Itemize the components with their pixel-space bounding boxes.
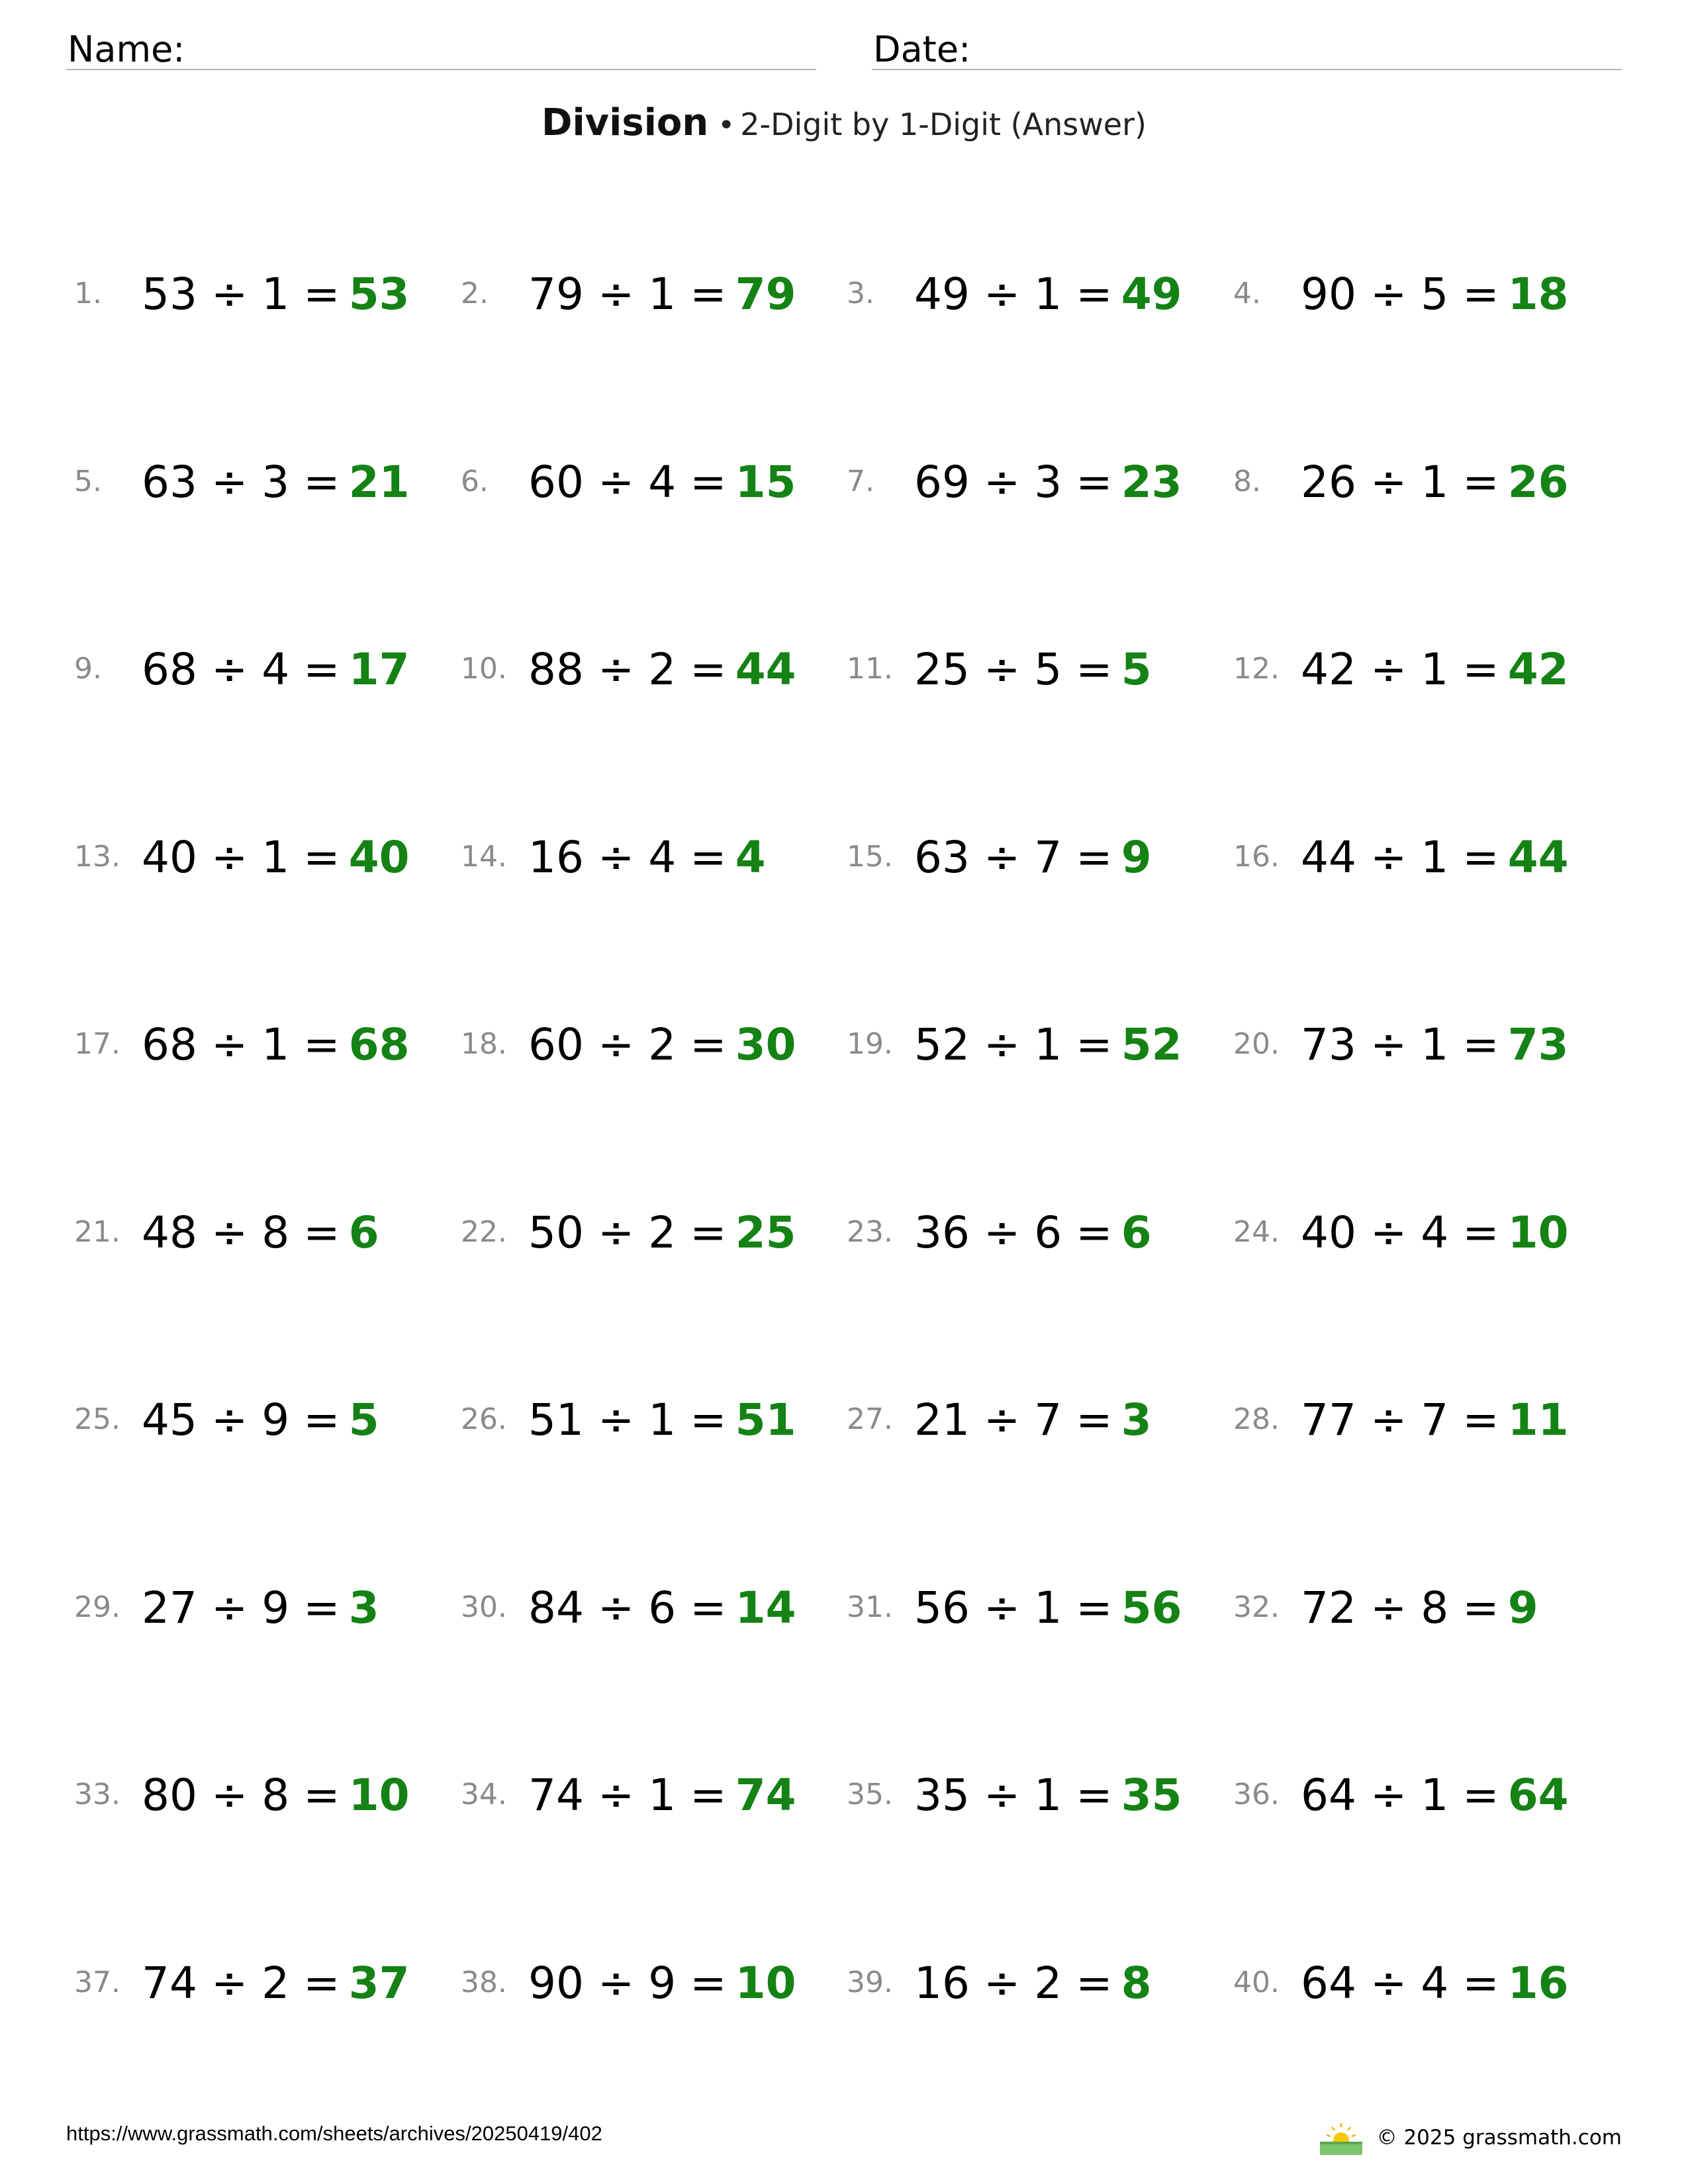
equals-symbol: = bbox=[690, 456, 727, 508]
equals-symbol: = bbox=[1076, 1206, 1113, 1258]
dividend: 73 bbox=[1301, 1019, 1356, 1070]
answer: 9 bbox=[1507, 1582, 1538, 1633]
divisor: 2 bbox=[648, 644, 677, 695]
dividend: 51 bbox=[528, 1394, 584, 1445]
equals-symbol: = bbox=[690, 644, 727, 695]
divide-symbol: ÷ bbox=[983, 1770, 1021, 1821]
divide-symbol: ÷ bbox=[211, 456, 248, 508]
divisor: 2 bbox=[648, 1206, 677, 1258]
dividend: 77 bbox=[1301, 1394, 1356, 1445]
problem-expression bbox=[528, 1206, 796, 1258]
answer: 30 bbox=[735, 1019, 796, 1070]
divisor: 4 bbox=[648, 456, 677, 508]
problem-expression bbox=[1301, 1582, 1538, 1633]
problem-number: 3. bbox=[847, 277, 874, 310]
dividend: 53 bbox=[142, 269, 197, 320]
problem-number: 7. bbox=[847, 464, 874, 498]
answer: 6 bbox=[1121, 1206, 1152, 1258]
divide-symbol: ÷ bbox=[1370, 456, 1407, 508]
problem-expression bbox=[142, 1957, 410, 2009]
problem-expression bbox=[1301, 1019, 1569, 1070]
equals-symbol: = bbox=[690, 269, 727, 320]
answer: 35 bbox=[1121, 1770, 1182, 1821]
problem-number: 6. bbox=[461, 464, 489, 498]
problem-number: 22. bbox=[461, 1214, 507, 1249]
divisor: 5 bbox=[1421, 269, 1449, 320]
answer: 56 bbox=[1121, 1582, 1182, 1633]
equals-symbol: = bbox=[1462, 831, 1499, 883]
divide-symbol: ÷ bbox=[983, 1582, 1021, 1633]
divide-symbol: ÷ bbox=[597, 1206, 635, 1258]
answer: 73 bbox=[1507, 1019, 1569, 1070]
problem-number: 39. bbox=[847, 1965, 893, 1999]
equals-symbol: = bbox=[303, 1770, 340, 1821]
divisor: 2 bbox=[261, 1957, 290, 2009]
divisor: 1 bbox=[648, 1770, 677, 1821]
dividend: 64 bbox=[1301, 1770, 1356, 1821]
problem-number: 4. bbox=[1233, 277, 1261, 310]
divisor: 4 bbox=[261, 644, 290, 695]
divide-symbol: ÷ bbox=[1370, 1957, 1407, 2009]
divide-symbol: ÷ bbox=[1370, 1206, 1407, 1258]
answer: 21 bbox=[348, 456, 410, 508]
equals-symbol: = bbox=[1076, 456, 1113, 508]
divisor: 9 bbox=[261, 1394, 290, 1445]
divisor: 1 bbox=[1421, 1019, 1449, 1070]
divisor: 2 bbox=[1034, 1957, 1062, 2009]
title-subtitle: 2-Digit by 1-Digit (Answer) bbox=[740, 107, 1147, 142]
answer: 10 bbox=[348, 1770, 410, 1821]
divide-symbol: ÷ bbox=[1370, 831, 1407, 883]
answer: 4 bbox=[735, 831, 766, 883]
problem-expression bbox=[142, 1019, 410, 1070]
divide-symbol: ÷ bbox=[211, 269, 248, 320]
problem-number: 29. bbox=[74, 1590, 120, 1624]
divide-symbol: ÷ bbox=[211, 1582, 248, 1633]
divide-symbol: ÷ bbox=[211, 1394, 248, 1445]
equals-symbol: = bbox=[1462, 644, 1499, 695]
equals-symbol: = bbox=[303, 1394, 340, 1445]
dividend: 68 bbox=[142, 1019, 197, 1070]
dividend: 90 bbox=[528, 1957, 584, 2009]
equals-symbol: = bbox=[690, 1206, 727, 1258]
answer: 6 bbox=[348, 1206, 379, 1258]
equals-symbol: = bbox=[1462, 1394, 1499, 1445]
equals-symbol: = bbox=[690, 1957, 727, 2009]
answer: 68 bbox=[348, 1019, 410, 1070]
equals-symbol: = bbox=[1076, 269, 1113, 320]
divisor: 9 bbox=[261, 1582, 290, 1633]
problem-expression bbox=[1301, 269, 1569, 320]
problem-number: 21. bbox=[74, 1214, 120, 1249]
problem-expression bbox=[914, 1394, 1152, 1445]
problem-number: 24. bbox=[1233, 1214, 1280, 1249]
date-label: Date: bbox=[873, 28, 971, 70]
answer: 3 bbox=[1121, 1394, 1152, 1445]
divisor: 5 bbox=[1034, 644, 1062, 695]
dividend: 16 bbox=[914, 1957, 970, 2009]
divide-symbol: ÷ bbox=[597, 456, 635, 508]
equals-symbol: = bbox=[1462, 1770, 1499, 1821]
answer: 10 bbox=[735, 1957, 796, 2009]
problem-expression bbox=[142, 644, 410, 695]
dividend: 88 bbox=[528, 644, 584, 695]
divisor: 7 bbox=[1034, 831, 1062, 883]
divide-symbol: ÷ bbox=[1370, 644, 1407, 695]
divisor: 1 bbox=[648, 269, 677, 320]
equals-symbol: = bbox=[690, 1394, 727, 1445]
problem-number: 5. bbox=[74, 464, 102, 498]
problem-number: 2. bbox=[461, 277, 489, 310]
dividend: 48 bbox=[142, 1206, 197, 1258]
problem-number: 13. bbox=[74, 839, 120, 874]
problem-expression bbox=[142, 1206, 379, 1258]
answer: 26 bbox=[1507, 456, 1569, 508]
problem-expression bbox=[142, 1582, 379, 1633]
dividend: 52 bbox=[914, 1019, 970, 1070]
divisor: 4 bbox=[648, 831, 677, 883]
answer: 25 bbox=[735, 1206, 796, 1258]
dividend: 68 bbox=[142, 644, 197, 695]
equals-symbol: = bbox=[690, 1019, 727, 1070]
problem-expression bbox=[1301, 1957, 1569, 2009]
problem-expression bbox=[914, 831, 1152, 883]
answer: 14 bbox=[735, 1582, 796, 1633]
problem-expression bbox=[914, 1770, 1182, 1821]
divisor: 8 bbox=[261, 1770, 290, 1821]
divisor: 3 bbox=[261, 456, 290, 508]
divide-symbol: ÷ bbox=[211, 644, 248, 695]
problem-expression bbox=[528, 269, 796, 320]
problem-number: 18. bbox=[461, 1027, 507, 1061]
divisor: 1 bbox=[1034, 269, 1062, 320]
divide-symbol: ÷ bbox=[983, 831, 1021, 883]
equals-symbol: = bbox=[1076, 644, 1113, 695]
divide-symbol: ÷ bbox=[1370, 269, 1407, 320]
equals-symbol: = bbox=[1076, 1770, 1113, 1821]
divisor: 1 bbox=[648, 1394, 677, 1445]
dividend: 72 bbox=[1301, 1582, 1356, 1633]
divisor: 3 bbox=[1034, 456, 1062, 508]
dividend: 25 bbox=[914, 644, 970, 695]
divisor: 6 bbox=[1034, 1206, 1062, 1258]
divide-symbol: ÷ bbox=[597, 831, 635, 883]
answer: 17 bbox=[348, 644, 410, 695]
divide-symbol: ÷ bbox=[1370, 1582, 1407, 1633]
answer: 9 bbox=[1121, 831, 1152, 883]
equals-symbol: = bbox=[1076, 831, 1113, 883]
dividend: 63 bbox=[142, 456, 197, 508]
equals-symbol: = bbox=[1462, 269, 1499, 320]
problem-expression bbox=[142, 269, 410, 320]
equals-symbol: = bbox=[1462, 1019, 1499, 1070]
divisor: 8 bbox=[261, 1206, 290, 1258]
equals-symbol: = bbox=[303, 269, 340, 320]
answer: 5 bbox=[1121, 644, 1152, 695]
divide-symbol: ÷ bbox=[983, 1957, 1021, 2009]
problem-expression bbox=[142, 1770, 410, 1821]
problem-expression bbox=[142, 456, 410, 508]
divide-symbol: ÷ bbox=[597, 1582, 635, 1633]
equals-symbol: = bbox=[303, 1019, 340, 1070]
answer: 37 bbox=[348, 1957, 410, 2009]
problem-number: 38. bbox=[461, 1965, 507, 1999]
problem-number: 33. bbox=[74, 1778, 120, 1811]
dividend: 64 bbox=[1301, 1957, 1356, 2009]
divisor: 7 bbox=[1421, 1394, 1449, 1445]
problem-expression bbox=[914, 644, 1152, 695]
problem-number: 14. bbox=[461, 839, 507, 874]
problem-number: 10. bbox=[461, 652, 507, 686]
problem-expression bbox=[1301, 1206, 1569, 1258]
problem-number: 16. bbox=[1233, 839, 1280, 874]
problem-expression bbox=[142, 1394, 379, 1445]
divide-symbol: ÷ bbox=[597, 1957, 635, 2009]
dividend: 16 bbox=[528, 831, 584, 883]
divisor: 7 bbox=[1034, 1394, 1062, 1445]
answer: 3 bbox=[348, 1582, 379, 1633]
answer: 18 bbox=[1507, 269, 1569, 320]
problem-number: 32. bbox=[1233, 1590, 1280, 1624]
problem-expression bbox=[528, 1582, 796, 1633]
problem-number: 28. bbox=[1233, 1402, 1280, 1436]
problem-number: 34. bbox=[461, 1778, 507, 1811]
problem-number: 20. bbox=[1233, 1027, 1280, 1061]
divide-symbol: ÷ bbox=[211, 1206, 248, 1258]
answer: 10 bbox=[1507, 1206, 1569, 1258]
divisor: 1 bbox=[261, 1019, 290, 1070]
divide-symbol: ÷ bbox=[597, 644, 635, 695]
divisor: 6 bbox=[648, 1582, 677, 1633]
title-bullet: • bbox=[718, 109, 735, 142]
dividend: 79 bbox=[528, 269, 584, 320]
equals-symbol: = bbox=[1462, 1582, 1499, 1633]
problem-number: 1. bbox=[74, 277, 102, 310]
problem-expression bbox=[528, 1394, 796, 1445]
equals-symbol: = bbox=[303, 831, 340, 883]
answer: 42 bbox=[1507, 644, 1569, 695]
problem-number: 11. bbox=[847, 652, 893, 686]
problem-number: 30. bbox=[461, 1590, 507, 1624]
dividend: 40 bbox=[142, 831, 197, 883]
problem-number: 9. bbox=[74, 652, 102, 686]
answer: 51 bbox=[735, 1394, 796, 1445]
footer-copyright: © 2025 grassmath.com bbox=[1376, 2126, 1622, 2150]
dividend: 60 bbox=[528, 1019, 584, 1070]
problem-number: 25. bbox=[74, 1402, 120, 1436]
problem-number: 31. bbox=[847, 1590, 893, 1624]
problem-number: 17. bbox=[74, 1027, 120, 1061]
problem-expression bbox=[1301, 1394, 1569, 1445]
divide-symbol: ÷ bbox=[211, 831, 248, 883]
divisor: 4 bbox=[1421, 1957, 1449, 2009]
answer: 8 bbox=[1121, 1957, 1152, 2009]
divisor: 1 bbox=[1034, 1582, 1062, 1633]
equals-symbol: = bbox=[303, 1957, 340, 2009]
dividend: 80 bbox=[142, 1770, 197, 1821]
divisor: 1 bbox=[1421, 831, 1449, 883]
problem-expression bbox=[914, 1206, 1152, 1258]
dividend: 21 bbox=[914, 1394, 970, 1445]
divide-symbol: ÷ bbox=[597, 1019, 635, 1070]
problem-expression bbox=[528, 1957, 796, 2009]
problem-expression bbox=[528, 831, 766, 883]
equals-symbol: = bbox=[303, 1582, 340, 1633]
problem-expression bbox=[914, 456, 1182, 508]
dividend: 90 bbox=[1301, 269, 1356, 320]
dividend: 44 bbox=[1301, 831, 1356, 883]
answer: 5 bbox=[348, 1394, 379, 1445]
problem-number: 36. bbox=[1233, 1778, 1280, 1811]
divide-symbol: ÷ bbox=[1370, 1019, 1407, 1070]
answer: 16 bbox=[1507, 1957, 1569, 2009]
problem-expression bbox=[528, 644, 796, 695]
divide-symbol: ÷ bbox=[1370, 1394, 1407, 1445]
divisor: 1 bbox=[1034, 1019, 1062, 1070]
answer: 15 bbox=[735, 456, 796, 508]
problem-expression bbox=[528, 456, 796, 508]
problem-expression bbox=[914, 269, 1182, 320]
divisor: 9 bbox=[648, 1957, 677, 2009]
equals-symbol: = bbox=[690, 1770, 727, 1821]
name-label: Name: bbox=[68, 28, 185, 70]
answer: 44 bbox=[735, 644, 796, 695]
divide-symbol: ÷ bbox=[983, 1019, 1021, 1070]
divide-symbol: ÷ bbox=[597, 1770, 635, 1821]
divide-symbol: ÷ bbox=[597, 1394, 635, 1445]
answer: 23 bbox=[1121, 456, 1182, 508]
equals-symbol: = bbox=[1076, 1957, 1113, 2009]
divisor: 1 bbox=[1421, 1770, 1449, 1821]
equals-symbol: = bbox=[303, 1206, 340, 1258]
problem-number: 19. bbox=[847, 1027, 893, 1061]
equals-symbol: = bbox=[1462, 1206, 1499, 1258]
dividend: 56 bbox=[914, 1582, 970, 1633]
problem-number: 8. bbox=[1233, 464, 1261, 498]
divide-symbol: ÷ bbox=[983, 1394, 1021, 1445]
divide-symbol: ÷ bbox=[1370, 1770, 1407, 1821]
dividend: 26 bbox=[1301, 456, 1356, 508]
answer: 49 bbox=[1121, 269, 1182, 320]
dividend: 69 bbox=[914, 456, 970, 508]
answer: 53 bbox=[348, 269, 410, 320]
dividend: 35 bbox=[914, 1770, 970, 1821]
problem-number: 12. bbox=[1233, 652, 1280, 686]
divide-symbol: ÷ bbox=[597, 269, 635, 320]
equals-symbol: = bbox=[690, 1582, 727, 1633]
dividend: 49 bbox=[914, 269, 970, 320]
problem-number: 23. bbox=[847, 1214, 893, 1249]
dividend: 36 bbox=[914, 1206, 970, 1258]
divisor: 1 bbox=[1034, 1770, 1062, 1821]
equals-symbol: = bbox=[303, 456, 340, 508]
problem-number: 27. bbox=[847, 1402, 893, 1436]
problem-expression bbox=[914, 1019, 1182, 1070]
dividend: 42 bbox=[1301, 644, 1356, 695]
problem-expression bbox=[1301, 644, 1569, 695]
divide-symbol: ÷ bbox=[211, 1957, 248, 2009]
equals-symbol: = bbox=[1076, 1019, 1113, 1070]
divide-symbol: ÷ bbox=[211, 1019, 248, 1070]
title-main: Division bbox=[541, 101, 709, 144]
equals-symbol: = bbox=[1462, 1957, 1499, 2009]
answer: 74 bbox=[735, 1770, 796, 1821]
problem-expression bbox=[528, 1770, 796, 1821]
answer: 40 bbox=[348, 831, 410, 883]
divisor: 1 bbox=[261, 269, 290, 320]
footer-copyright-block bbox=[1317, 2120, 1622, 2155]
problem-expression bbox=[1301, 831, 1569, 883]
equals-symbol: = bbox=[303, 644, 340, 695]
divisor: 8 bbox=[1421, 1582, 1449, 1633]
problem-expression bbox=[142, 831, 410, 883]
problem-number: 26. bbox=[461, 1402, 507, 1436]
divisor: 1 bbox=[1421, 456, 1449, 508]
dividend: 50 bbox=[528, 1206, 584, 1258]
equals-symbol: = bbox=[1462, 456, 1499, 508]
dividend: 84 bbox=[528, 1582, 584, 1633]
problem-number: 37. bbox=[74, 1965, 120, 1999]
divisor: 2 bbox=[648, 1019, 677, 1070]
answer: 11 bbox=[1507, 1394, 1569, 1445]
problem-expression bbox=[914, 1582, 1182, 1633]
dividend: 74 bbox=[528, 1770, 584, 1821]
equals-symbol: = bbox=[690, 831, 727, 883]
problem-number: 40. bbox=[1233, 1965, 1280, 1999]
problem-expression bbox=[1301, 1770, 1569, 1821]
divisor: 1 bbox=[261, 831, 290, 883]
dividend: 74 bbox=[142, 1957, 197, 2009]
problem-number: 15. bbox=[847, 839, 893, 874]
dividend: 63 bbox=[914, 831, 970, 883]
problem-number: 35. bbox=[847, 1778, 893, 1811]
problem-expression bbox=[1301, 456, 1569, 508]
dividend: 45 bbox=[142, 1394, 197, 1445]
divisor: 1 bbox=[1421, 644, 1449, 695]
answer: 52 bbox=[1121, 1019, 1182, 1070]
divide-symbol: ÷ bbox=[983, 456, 1021, 508]
divide-symbol: ÷ bbox=[983, 1206, 1021, 1258]
footer-url: https://www.grassmath.com/sheets/archives/20250419/402 bbox=[66, 2122, 602, 2145]
divisor: 4 bbox=[1421, 1206, 1449, 1258]
equals-symbol: = bbox=[1076, 1394, 1113, 1445]
dividend: 60 bbox=[528, 456, 584, 508]
divide-symbol: ÷ bbox=[983, 644, 1021, 695]
answer: 79 bbox=[735, 269, 796, 320]
answer: 64 bbox=[1507, 1770, 1569, 1821]
answer: 44 bbox=[1507, 831, 1569, 883]
dividend: 40 bbox=[1301, 1206, 1356, 1258]
sun-over-grass-icon bbox=[1317, 2120, 1365, 2155]
dividend: 27 bbox=[142, 1582, 197, 1633]
problem-expression bbox=[528, 1019, 796, 1070]
equals-symbol: = bbox=[1076, 1582, 1113, 1633]
problem-expression bbox=[914, 1957, 1152, 2009]
divide-symbol: ÷ bbox=[983, 269, 1021, 320]
divide-symbol: ÷ bbox=[211, 1770, 248, 1821]
